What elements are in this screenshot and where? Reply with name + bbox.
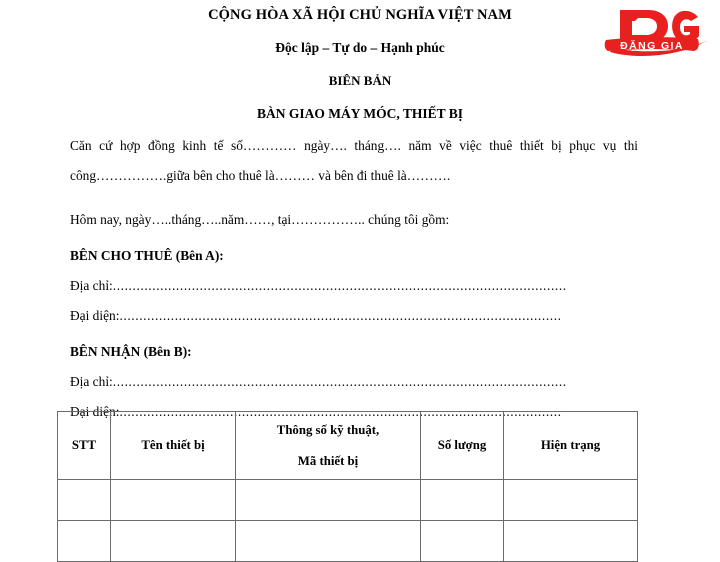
column-header-ten-thiet-bi: Tên thiết bị: [111, 412, 236, 480]
table-row[interactable]: [58, 521, 638, 562]
national-motto: Độc lập – Tự do – Hạnh phúc: [275, 39, 445, 55]
document-body: [70, 131, 638, 427]
table-row[interactable]: [58, 480, 638, 521]
nation-title: CỘNG HÒA XÃ HỘI CHỦ NGHĨA VIỆT NAM: [208, 7, 512, 23]
party-b-representative-dots: ................................................................................................................: [119, 404, 562, 419]
logo-banner-text: ĐẶNG GIA: [620, 40, 684, 52]
column-header-thong-so-line1: Thông số kỹ thuật,: [276, 422, 380, 437]
party-a-representative-dots: ................................................................................................................: [119, 308, 562, 323]
cell-ten-thiet-bi[interactable]: [111, 480, 236, 521]
party-a-address-row: [70, 271, 638, 301]
party-a-representative-label: Đại diện:: [70, 308, 120, 323]
document-subject-title: BÀN GIAO MÁY MÓC, THIẾT BỊ: [256, 106, 464, 122]
column-header-thong-so-ky-thuat: [236, 412, 421, 480]
paragraph-contract-basis: Căn cứ hợp đồng kinh tế số………… ngày…. tháng…. năm về việc thuê thiết bị phục vụ thi công…………….giữa bên cho thuê là……… và bên đi thuê là……….: [70, 138, 638, 183]
party-a-heading: BÊN CHO THUÊ (Bên A):: [70, 248, 224, 263]
cell-thong-so[interactable]: [236, 480, 421, 521]
column-header-thong-so-line2: Mã thiết bị: [297, 453, 359, 468]
cell-thong-so[interactable]: [236, 521, 421, 562]
cell-hien-trang[interactable]: [504, 521, 638, 562]
paragraph-date-location: Hôm nay, ngày…..tháng…..năm……, tại…………….. chúng tôi gồm:: [70, 212, 450, 227]
cell-hien-trang[interactable]: [504, 480, 638, 521]
document-header: [0, 8, 720, 122]
cell-so-luong[interactable]: [421, 521, 504, 562]
party-b-address-label: Địa chỉ:: [70, 374, 113, 389]
equipment-handover-table: [57, 411, 638, 562]
table-header-row: [58, 412, 638, 480]
column-header-so-luong: Số lượng: [421, 412, 504, 480]
document-type-title: BIÊN BẢN: [328, 72, 392, 88]
table-body: [58, 480, 638, 562]
cell-stt[interactable]: [58, 521, 111, 562]
column-header-stt: STT: [58, 412, 111, 480]
paragraph-spacer: [70, 191, 638, 205]
party-a-address-dots: ...................................................................................................................: [112, 278, 567, 293]
cell-stt[interactable]: [58, 480, 111, 521]
cell-ten-thiet-bi[interactable]: [111, 521, 236, 562]
party-b-representative-label: Đại diện:: [70, 404, 120, 419]
party-a-address-label: Địa chỉ:: [70, 278, 113, 293]
party-a-representative-row: [70, 301, 638, 331]
cell-so-luong[interactable]: [421, 480, 504, 521]
column-header-hien-trang: Hiện trạng: [504, 412, 638, 480]
party-b-heading: BÊN NHẬN (Bên B):: [70, 344, 192, 359]
party-b-address-dots: ...................................................................................................................: [112, 374, 567, 389]
party-b-address-row: [70, 367, 638, 397]
